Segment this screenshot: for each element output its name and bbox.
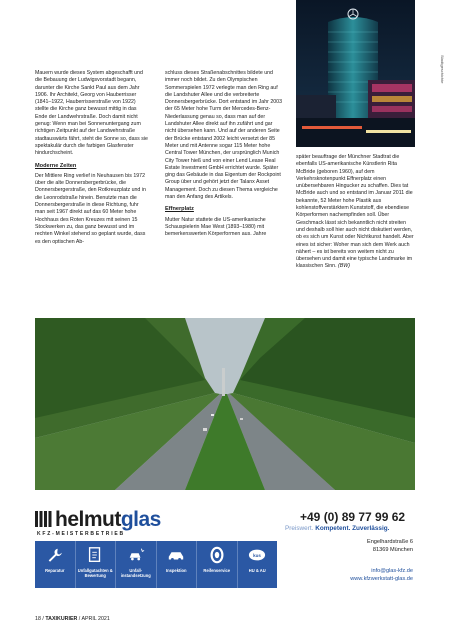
text-column-3 <box>296 154 414 271</box>
svg-text:kus: kus <box>253 552 262 558</box>
section-heading: Moderne Zeiten <box>35 162 77 169</box>
paragraph: Mauern wurde dieses System abgeschafft und die Bebauung der Ludwigsvorstadt begann, darunter die Kirche Sankt Paul aus dem Jahr 1906. Ihr Architekt, Georg von Hauberrisser (1841–1922, Hauberrisserstraße von 1922) stellte die Kirche ganz bewusst mittig in das Ende der Landwehrstraße. Doch damit nicht genug: Wenn man bei Sonnenuntergang zum richtigen Zeitpunkt auf der Landwehrstraße stadtauswärts fährt, steht die Sonne so, dass sie spektakulär durch die farbigen Glasfenster hindurchscheint. <box>35 70 148 157</box>
service-unfallgutachten: Unfallgutachten & Bewertung <box>76 541 117 588</box>
tree-lined-road-photo <box>35 318 415 490</box>
issue-date: / APRIL 2021 <box>78 616 110 622</box>
page-footer: 18 / TAXIKURIER / APRIL 2021 <box>35 616 110 622</box>
mercedes-tower-photo <box>296 0 415 147</box>
address: Engelhardstraße 6 81369 München <box>366 539 413 553</box>
section-label: Stadtgeschichte <box>440 55 445 84</box>
service-hu-au: kus HU & AU <box>238 541 278 588</box>
car-icon <box>167 546 185 564</box>
email-link[interactable]: info@glas-kfz.de <box>371 568 413 574</box>
paragraph: schluss dieses Straßenabschnittes bildete und immer noch bildet. Zu den Olympischen Sommerspielen 1972 verlegte man den Ring auf die Landshuter Allee und die verbreiterte Donnersbergerbrücke. Dort entstand im Jahr 2003 der 65 Meter hohe Turm der Mercedes-Benz-Niederlassung genau so, dass man auf der Landshuter Allee direkt auf ihn zufährt und gar nicht übersehen kann. Und auf der anderen Seite der Brücke entstand 2002 leicht versetzt der 85 Meter und mit Antenne sogar 115 Meter hohe Central Tower München, der ursprünglich Munich City Tower hieß und von einer Lend Lease Real Estate Investment GmbH errichtet wurde. Später ging das Gebäude in das Eigentum der Rockpoint Group über und gehört jetzt der Talanx Asset Management. Doch zu diesen Thema vergleiche man den Anfang des Artikels. <box>165 70 283 201</box>
service-unfallinstandsetzung: Unfall-instandsetzung <box>116 541 157 588</box>
paragraph: Der Mittlere Ring verlief in Neuhausen bis 1972 über die alte Donnersbergerbrücke, die Donnersbergerstraße, den Rotkreuzplatz und in die Leonrodstraße hinein. Benutzte man die Donnersbergerstraße in diese Richtung, fuhr man seit 1967 direkt auf das 60 Meter hohe Hochhaus des Roten Kreuzes mit seinen 15 Stockwerken zu, das ganz bewusst und im rechten Winkel stehend so geplant wurde, dass es den optischen Ab- <box>35 172 146 245</box>
services-bar <box>35 541 277 588</box>
document-icon <box>86 546 104 564</box>
paragraph: Mutter Natur stattete die US-amerikanische Schauspielerin Mae West (1893–1980) mit bemerkenswerten Körperformen aus. Jahre <box>165 216 267 238</box>
badge-icon <box>248 546 266 564</box>
phone-number: +49 (0) 89 77 99 62 <box>300 510 406 524</box>
page-number: 18 <box>35 616 41 622</box>
helmutglas-logo: helmutglas <box>35 508 161 532</box>
service-inspektion: Inspektion <box>157 541 198 588</box>
service-reparatur: Reparatur <box>35 541 76 588</box>
website-link[interactable]: www.kfzwerkstatt-glas.de <box>350 576 413 582</box>
tagline: Preiswert. Kompetent. Zuverlässig. <box>285 525 390 532</box>
text-column-1 <box>35 70 150 246</box>
tire-icon <box>208 546 226 564</box>
car-crash-icon <box>127 546 145 564</box>
wrench-icon <box>46 546 64 564</box>
magazine-name: TAXIKURIER <box>45 616 78 622</box>
section-heading: Effnerplatz <box>165 206 194 213</box>
service-reifenservice: Reifenservice <box>197 541 238 588</box>
logo-subtitle: KFZ-MEISTERBETRIEB <box>37 531 125 537</box>
contact-links <box>300 567 413 583</box>
author-initials: (BW) <box>338 263 350 270</box>
advertisement-helmutglas <box>35 505 415 589</box>
paragraph: später beauftrage der Münchner Stadtrat die ebenfalls US-amerikanische Künstlerin Rita McBride (geboren 1960), auf dem Verkehrsknotenpunkt Effnerplatz einen unübersehbaren Hingucker zu schaffen. Dies tat McBride auch und so entstand im Januar 2011 die bekannte, 52 Meter hohe Plastik aus kohlenstoffverstärktem Kunststoff, die ebendiese Körperformen nachempfinden soll. Über Geschmack lässt sich bekanntlich nicht streiten und deshalb soll hier auch nicht diskutiert werden, ob es sich um Kunst oder Nichtkunst handelt. Aber eines ist sicher: Woher man sich dem Werk auch nähert – es ist bereits von weitem nicht zu übersehen und damit eine typische Landmarke im klassischen Sinn. (BW) <box>296 154 414 270</box>
text-column-2 <box>165 70 283 239</box>
